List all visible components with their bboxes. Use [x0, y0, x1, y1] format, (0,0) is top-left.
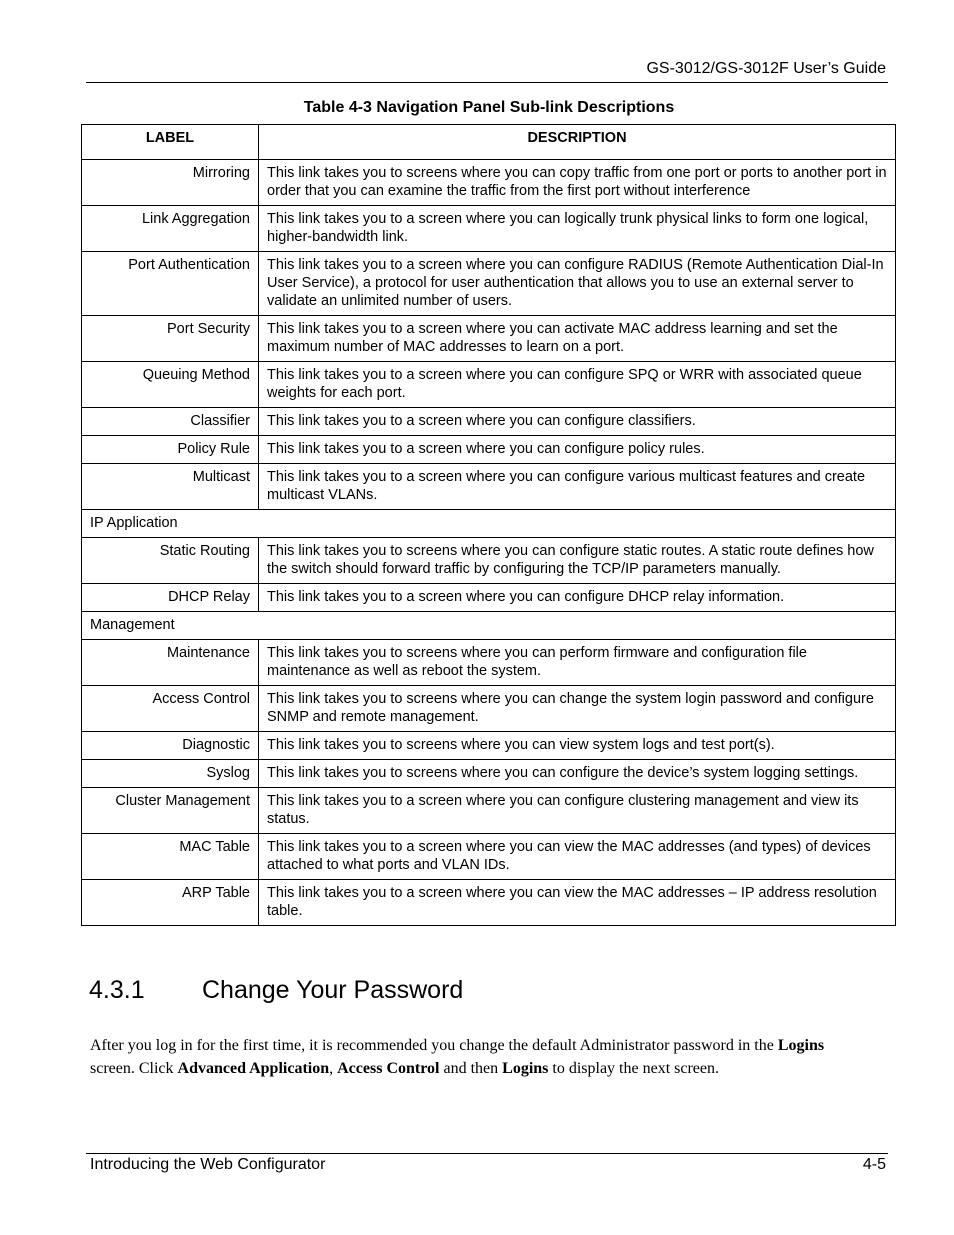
label-column-header: LABEL	[82, 125, 259, 160]
row-description: This link takes you to a screen where you can configure clustering management and view its status.	[259, 788, 896, 834]
section-label: Management	[82, 612, 896, 640]
table-row	[82, 880, 896, 926]
table-row	[82, 640, 896, 686]
row-description: This link takes you to screens where you can copy traffic from one port or ports to another port in order that you can examine the traffic from the first port without interference	[259, 160, 896, 206]
row-label: Port Security	[82, 316, 259, 362]
table-row	[82, 788, 896, 834]
table-row	[82, 436, 896, 464]
row-label: Policy Rule	[82, 436, 259, 464]
body-paragraph	[90, 1034, 870, 1080]
table-caption: Table 4-3 Navigation Panel Sub-link Descriptions	[303, 99, 675, 116]
table-row	[82, 538, 896, 584]
row-label: Classifier	[82, 408, 259, 436]
table-row	[82, 408, 896, 436]
row-label: Static Routing	[82, 538, 259, 584]
table-row	[82, 362, 896, 408]
row-label: Port Authentication	[82, 252, 259, 316]
section-label: IP Application	[82, 510, 896, 538]
row-description: This link takes you to screens where you can view system logs and test port(s).	[259, 732, 896, 760]
table-row	[82, 160, 896, 206]
row-label: Maintenance	[82, 640, 259, 686]
row-label: MAC Table	[82, 834, 259, 880]
row-label: Syslog	[82, 760, 259, 788]
row-label: Diagnostic	[82, 732, 259, 760]
row-description: This link takes you to a screen where you can configure SPQ or WRR with associated queue weights for each port.	[259, 362, 896, 408]
table-section-row	[82, 510, 896, 538]
navigation-sublink-table	[81, 124, 896, 926]
table-row	[82, 760, 896, 788]
table-header-row	[82, 125, 896, 160]
row-description: This link takes you to screens where you can change the system login password and configure SNMP and remote management.	[259, 686, 896, 732]
row-description: This link takes you to a screen where you can view the MAC addresses (and types) of devices attached to what ports and VLAN IDs.	[259, 834, 896, 880]
row-description: This link takes you to a screen where you can configure classifiers.	[259, 408, 896, 436]
table-row	[82, 584, 896, 612]
row-description: This link takes you to a screen where you can logically trunk physical links to form one logical, higher-bandwidth link.	[259, 206, 896, 252]
row-label: DHCP Relay	[82, 584, 259, 612]
logins-term: Logins	[502, 1060, 549, 1077]
row-label: Multicast	[82, 464, 259, 510]
page-footer	[86, 1153, 888, 1178]
section-title: Change Your Password	[202, 976, 464, 1004]
row-description: This link takes you to screens where you can configure the device’s system logging settings.	[259, 760, 896, 788]
row-description: This link takes you to a screen where you can configure policy rules.	[259, 436, 896, 464]
table-row	[82, 206, 896, 252]
paragraph-text: screen. Click	[90, 1060, 178, 1077]
row-label: Mirroring	[82, 160, 259, 206]
description-column-header: DESCRIPTION	[259, 125, 896, 160]
access-control-term: Access Control	[337, 1060, 440, 1077]
row-label: Link Aggregation	[82, 206, 259, 252]
paragraph-text: ,	[329, 1060, 338, 1077]
paragraph-text: to display the next screen.	[548, 1060, 720, 1077]
advanced-application-term: Advanced Application	[177, 1060, 330, 1077]
document-title: GS-3012/GS-3012F User’s Guide	[646, 60, 886, 77]
row-description: This link takes you to a screen where you can configure various multicast features and create multicast VLANs.	[259, 464, 896, 510]
paragraph-text: After you log in for the first time, it is recommended you change the default Administrator password in the	[90, 1037, 778, 1054]
row-description: This link takes you to a screen where you can configure RADIUS (Remote Authentication Dial-In User Service), a protocol for user authentication that allows you to use an external server to validate an unlimited number of users.	[259, 252, 896, 316]
table-row	[82, 252, 896, 316]
row-label: ARP Table	[82, 880, 259, 926]
logins-term: Logins	[777, 1037, 825, 1054]
row-description: This link takes you to screens where you can perform firmware and configuration file maintenance as well as reboot the system.	[259, 640, 896, 686]
table-row	[82, 686, 896, 732]
paragraph-text: and then	[439, 1060, 503, 1077]
table-body	[82, 160, 896, 926]
table-row	[82, 834, 896, 880]
chapter-title: Introducing the Web Configurator	[90, 1156, 326, 1173]
table-row	[82, 316, 896, 362]
page-number: 4-5	[862, 1156, 886, 1173]
section-number: 4.3.1	[89, 976, 145, 1004]
row-description: This link takes you to screens where you can configure static routes. A static route defines how the switch should forward traffic by configuring the TCP/IP parameters manually.	[259, 538, 896, 584]
row-label: Access Control	[82, 686, 259, 732]
table-section-row	[82, 612, 896, 640]
table-row	[82, 464, 896, 510]
row-description: This link takes you to a screen where you can activate MAC address learning and set the maximum number of MAC addresses to learn on a port.	[259, 316, 896, 362]
row-label: Cluster Management	[82, 788, 259, 834]
row-description: This link takes you to a screen where you can configure DHCP relay information.	[259, 584, 896, 612]
page-header	[86, 58, 888, 83]
row-description: This link takes you to a screen where you can view the MAC addresses – IP address resolution table.	[259, 880, 896, 926]
row-label: Queuing Method	[82, 362, 259, 408]
table-row	[82, 732, 896, 760]
